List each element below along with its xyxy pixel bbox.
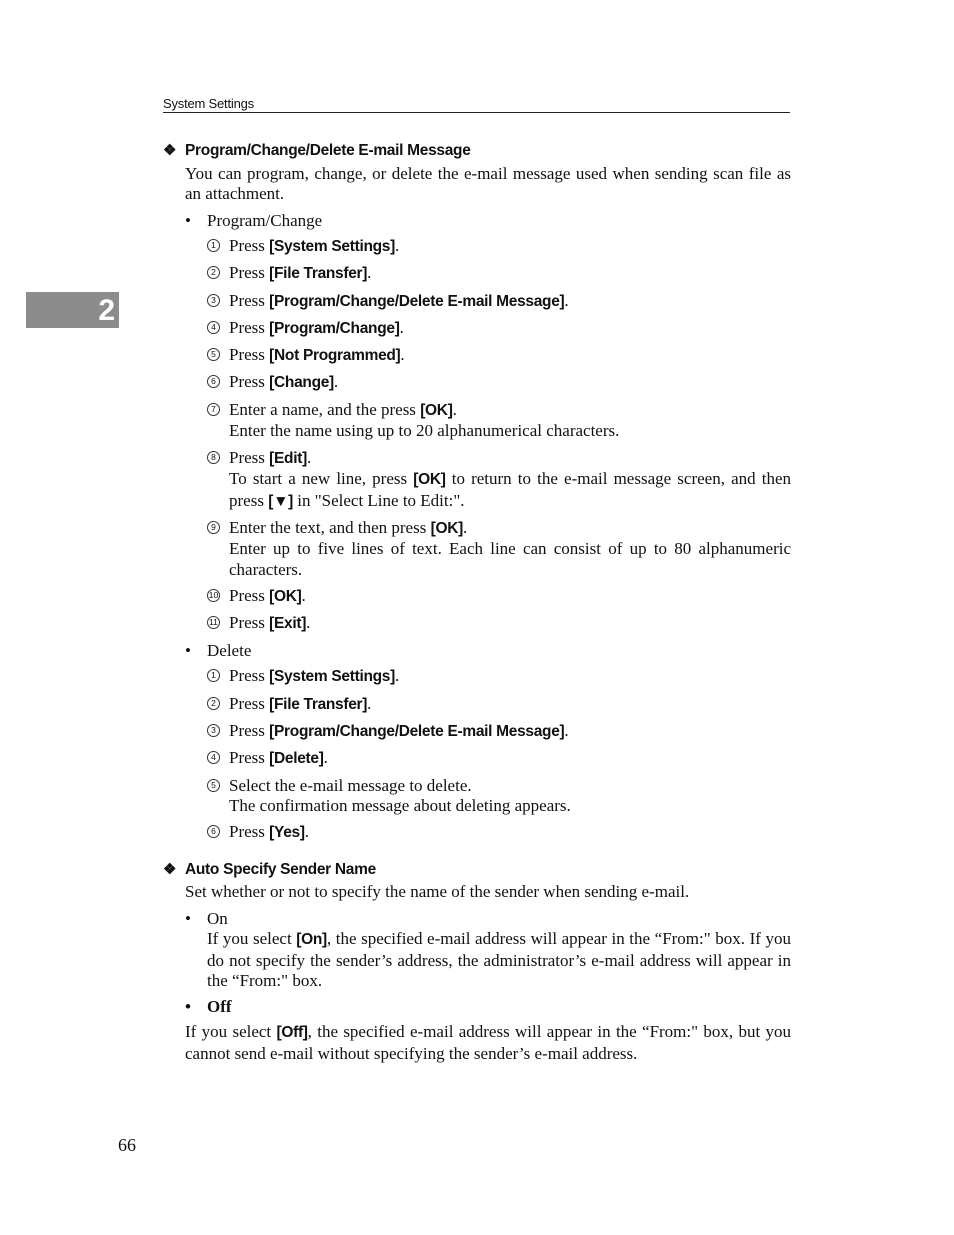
- section-title-text: Auto Specify Sender Name: [185, 860, 376, 878]
- step-note: The confirmation message about deleting appears.: [229, 796, 571, 816]
- step-item: [207, 518, 791, 581]
- step-item: [207, 666, 791, 688]
- on-description: [207, 929, 791, 992]
- key-label: [▼]: [268, 492, 293, 510]
- text: To start a new line, press: [229, 469, 414, 489]
- delete-steps: [207, 666, 791, 843]
- step-number-icon: 3: [207, 724, 220, 737]
- step-text: Press: [229, 822, 270, 842]
- step-note: Enter up to five lines of text. Each line can consist of up to 80 alphanumeric characters.: [229, 539, 791, 579]
- step-text: Enter the text, and then press: [229, 517, 431, 537]
- step-text: Enter a name, and the press: [229, 399, 421, 419]
- chapter-tab: 2: [26, 292, 119, 328]
- key-label: [Not Programmed]: [269, 347, 401, 365]
- step-item: [207, 372, 791, 394]
- step-text: .: [399, 317, 404, 337]
- step-item: [207, 613, 791, 635]
- step-number-icon: 6: [207, 375, 220, 388]
- section-title-text: Program/Change/Delete E-mail Message: [185, 142, 471, 159]
- step-number-icon: 1: [207, 239, 220, 252]
- step-text: Press: [229, 236, 270, 255]
- step-text: .: [564, 290, 569, 310]
- step-text: .: [367, 693, 372, 713]
- key-label: [Off]: [276, 1024, 308, 1042]
- key-label: [Change]: [269, 374, 334, 392]
- program-change-steps: [207, 236, 791, 635]
- step-number-icon: 5: [207, 348, 220, 361]
- step-text: Press: [229, 372, 270, 392]
- step-text: .: [333, 372, 339, 392]
- key-label: [Delete]: [269, 750, 324, 768]
- section-intro: Set whether or not to specify the name of the sender when sending e-mail.: [185, 882, 690, 902]
- step-text: Press: [229, 748, 270, 768]
- step-number-icon: 9: [207, 521, 220, 534]
- step-text: Press: [229, 666, 270, 686]
- key-label: [System Settings]: [269, 238, 395, 255]
- bullet-dot-icon: •: [185, 908, 191, 928]
- bullet-label: On: [207, 908, 228, 928]
- step-item: [207, 236, 791, 258]
- section-body-email-message: [185, 164, 791, 844]
- bullet-off: [185, 997, 791, 1018]
- step-item: [207, 748, 791, 770]
- step-text: Press: [229, 263, 270, 283]
- key-label: [OK]: [269, 588, 302, 606]
- step-text: Press: [229, 693, 270, 713]
- step-number-icon: 7: [207, 403, 220, 416]
- bullet-dot-icon: •: [185, 210, 191, 230]
- bullet-on: [185, 909, 791, 992]
- step-text: .: [323, 748, 328, 768]
- step-item: [207, 318, 791, 340]
- step-text: Press: [229, 613, 270, 633]
- bullet-label: Off: [207, 996, 232, 1016]
- step-item: [207, 694, 791, 716]
- text: If you select: [185, 1022, 277, 1042]
- step-number-icon: 6: [207, 825, 220, 838]
- step-note: Enter the name using up to 20 alphanumerical characters.: [229, 421, 620, 441]
- step-item: [207, 721, 791, 743]
- step-text: Press: [229, 721, 270, 741]
- key-label: [OK]: [430, 519, 463, 537]
- section-body-sender-name: [185, 882, 791, 1064]
- step-number-icon: 1: [207, 669, 220, 682]
- step-text: Press: [229, 447, 270, 467]
- diamond-bullet-icon: ❖: [163, 142, 177, 159]
- step-text: .: [394, 236, 400, 255]
- section-intro: You can program, change, or delete the e-mail message used when sending scan file as an attachment.: [185, 163, 791, 203]
- step-text: Press: [229, 345, 270, 365]
- step-number-icon: 5: [207, 779, 220, 792]
- step-text: .: [306, 613, 311, 633]
- step-item: [207, 400, 791, 442]
- step-text: Press: [229, 586, 270, 606]
- step-text: .: [367, 263, 372, 283]
- step-number-icon: 4: [207, 321, 220, 334]
- key-label: [Program/Change]: [269, 319, 400, 337]
- step-number-icon: 4: [207, 751, 220, 764]
- text: , the specified e-mail address will appear in the “From:" box. If you do not specify the sender’s address, the administrator’s e-mail address will appear in the “From:" box.: [207, 929, 791, 991]
- step-text: Press: [229, 290, 270, 310]
- key-label: [Exit]: [269, 615, 307, 633]
- step-text: Press: [229, 317, 270, 337]
- step-item: [207, 291, 791, 313]
- key-label: [File Transfer]: [269, 695, 368, 713]
- key-label: [System Settings]: [269, 668, 395, 686]
- step-note: [229, 469, 791, 512]
- step-number-icon: 2: [207, 266, 220, 279]
- key-label: [Program/Change/Delete E-mail Message]: [269, 723, 565, 741]
- key-label: [On]: [296, 931, 327, 949]
- step-text: .: [306, 447, 312, 467]
- step-item: [207, 822, 791, 844]
- step-item: [207, 345, 791, 367]
- bullet-label: Program/Change: [207, 210, 323, 230]
- step-item: [207, 263, 791, 285]
- step-item: [207, 448, 791, 513]
- key-label: [OK]: [413, 471, 446, 489]
- bullet-dot-icon: •: [185, 996, 191, 1016]
- step-number-icon: 3: [207, 294, 220, 307]
- step-number-icon: 8: [207, 451, 220, 464]
- key-label: [File Transfer]: [269, 265, 368, 283]
- bullet-dot-icon: •: [185, 640, 191, 660]
- step-item: [207, 586, 791, 608]
- step-text: .: [304, 822, 309, 842]
- step-text: .: [564, 721, 569, 741]
- step-text: Select the e-mail message to delete.: [229, 775, 472, 795]
- text: , the specified e-mail address will appear in the “From:" box, but you cannot send e-mail without specifying the sender’s e-mail address.: [185, 1022, 791, 1063]
- page-content: [163, 141, 791, 1070]
- step-text: .: [394, 666, 400, 686]
- step-number-icon: 11: [207, 616, 220, 629]
- step-text: .: [462, 517, 468, 537]
- step-number-icon: 2: [207, 697, 220, 710]
- key-label: [Program/Change/Delete E-mail Message]: [269, 292, 565, 310]
- key-label: [OK]: [420, 401, 453, 419]
- key-label: [Yes]: [269, 824, 305, 842]
- key-label: [Edit]: [269, 449, 307, 467]
- step-item: [207, 776, 791, 817]
- text: to return to the e-mail message screen, and then press: [229, 469, 792, 510]
- page-number: 66: [118, 1135, 136, 1155]
- section-title-sender-name: [163, 860, 791, 881]
- bullet-label: Delete: [207, 640, 252, 660]
- step-text: .: [400, 345, 405, 365]
- text: If you select: [207, 929, 297, 949]
- bullet-delete: [185, 641, 791, 662]
- bullet-program-change: [185, 211, 791, 232]
- step-text: .: [301, 586, 306, 606]
- text: in "Select Line to Edit:".: [292, 490, 465, 510]
- off-description: [185, 1022, 791, 1064]
- diamond-bullet-icon: ❖: [163, 860, 177, 878]
- running-header: System Settings: [163, 96, 790, 113]
- step-text: .: [452, 399, 457, 419]
- step-number-icon: 10: [208, 590, 219, 601]
- section-title-email-message: [163, 141, 791, 162]
